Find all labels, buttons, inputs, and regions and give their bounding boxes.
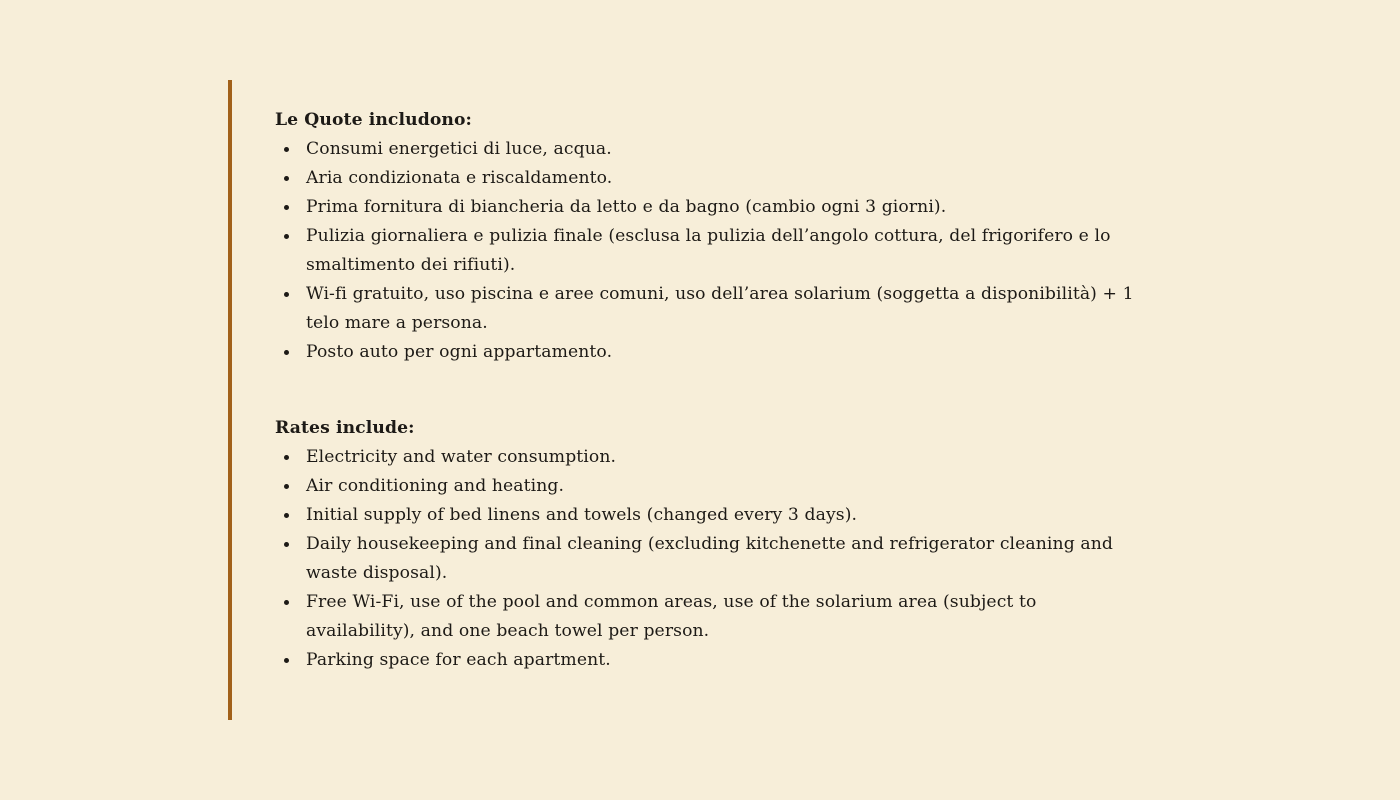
- list-item: [275, 193, 1135, 222]
- list-item-text: Free Wi-Fi, use of the pool and common areas, use of the solarium area (subject to availability), and one beach towel per person.: [306, 592, 1037, 641]
- bullet-icon: [284, 600, 289, 605]
- bullet-icon: [284, 350, 289, 355]
- list-item-text: Daily housekeeping and final cleaning (excluding kitchenette and refrigerator cleaning and waste disposal).: [306, 534, 1113, 583]
- bullet-icon: [284, 176, 289, 181]
- list-item-text: Posto auto per ogni appartamento.: [306, 342, 613, 362]
- list-item: [275, 530, 1135, 588]
- list-item-text: Wi-fi gratuito, uso piscina e aree comuni, uso dell’area solarium (soggetta a disponibilità) + 1 telo mare a persona.: [306, 284, 1134, 333]
- list-item: [275, 164, 1135, 193]
- english-section-title: Rates include:: [275, 418, 415, 438]
- list-item-text: Initial supply of bed linens and towels (changed every 3 days).: [306, 505, 858, 525]
- bullet-icon: [284, 658, 289, 663]
- bullet-icon: [284, 147, 289, 152]
- bullet-icon: [284, 484, 289, 489]
- list-item: [275, 588, 1135, 646]
- bullet-icon: [284, 542, 289, 547]
- bullet-icon: [284, 455, 289, 460]
- english-rates-section: [275, 414, 1135, 675]
- bullet-icon: [284, 205, 289, 210]
- list-item-text: Electricity and water consumption.: [306, 447, 617, 467]
- list-item-text: Parking space for each apartment.: [306, 650, 611, 670]
- bullet-icon: [284, 513, 289, 518]
- english-bullet-list: [275, 443, 1135, 675]
- list-item: [275, 280, 1135, 338]
- list-item: [275, 646, 1135, 675]
- list-item-text: Consumi energetici di luce, acqua.: [306, 139, 612, 159]
- list-item: [275, 222, 1135, 280]
- accent-divider-bar: [228, 80, 232, 720]
- rates-content: [275, 106, 1135, 675]
- italian-rates-section: [275, 106, 1135, 367]
- italian-bullet-list: [275, 135, 1135, 367]
- list-item: [275, 501, 1135, 530]
- bullet-icon: [284, 292, 289, 297]
- bullet-icon: [284, 234, 289, 239]
- list-item-text: Air conditioning and heating.: [306, 476, 565, 496]
- list-item-text: Prima fornitura di biancheria da letto e da bagno (cambio ogni 3 giorni).: [306, 197, 947, 217]
- list-item: [275, 338, 1135, 367]
- list-item-text: Pulizia giornaliera e pulizia finale (esclusa la pulizia dell’angolo cottura, del frigorifero e lo smaltimento dei rifiuti).: [306, 226, 1111, 275]
- list-item: [275, 443, 1135, 472]
- list-item: [275, 472, 1135, 501]
- list-item-text: Aria condizionata e riscaldamento.: [306, 168, 613, 188]
- italian-section-title: Le Quote includono:: [275, 110, 472, 130]
- list-item: [275, 135, 1135, 164]
